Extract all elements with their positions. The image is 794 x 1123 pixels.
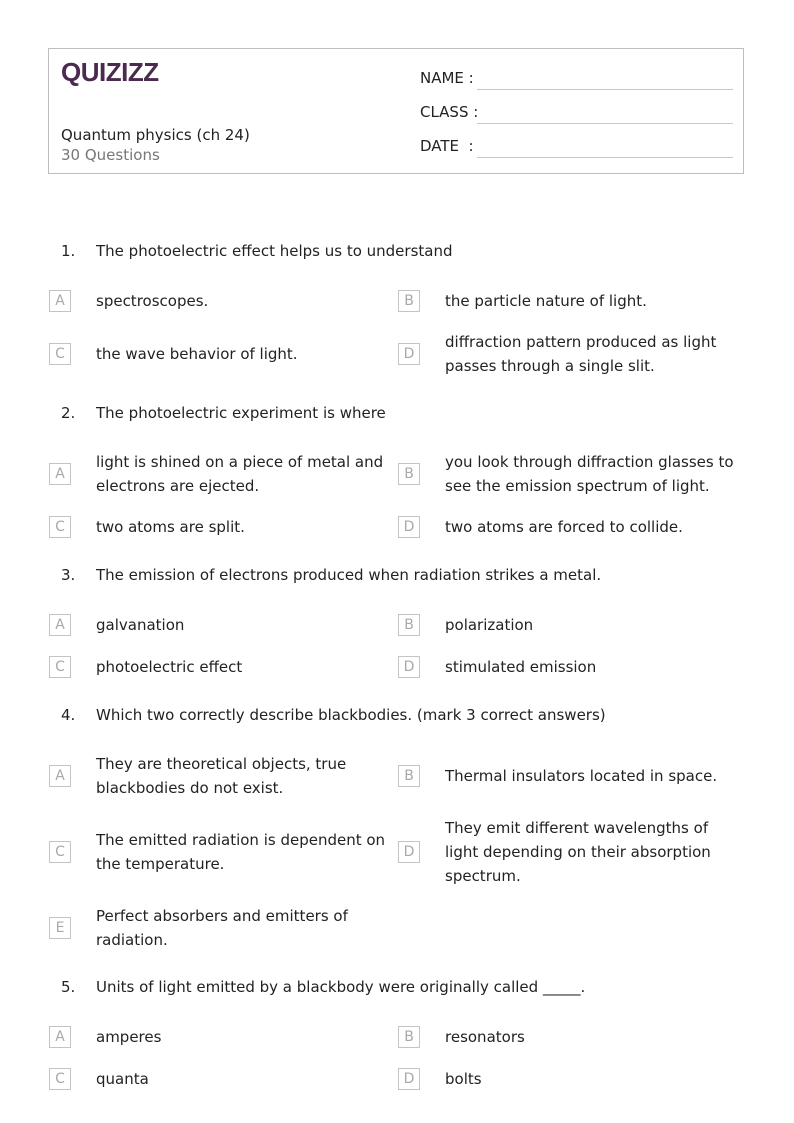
question-number: 1. [61, 242, 76, 260]
option-letter-box[interactable]: A [49, 290, 71, 312]
option-letter-box[interactable]: D [398, 516, 420, 538]
option-text: stimulated emission [445, 658, 597, 676]
option-text: galvanation [96, 616, 185, 634]
option-letter-box[interactable]: A [49, 765, 71, 787]
class-field[interactable] [420, 103, 733, 127]
option-letter-box[interactable]: A [49, 1026, 71, 1048]
class-line[interactable] [477, 123, 733, 124]
option-text: the wave behavior of light. [96, 345, 298, 363]
quizizz-logo: QUIZIZZ [61, 57, 159, 87]
date-field[interactable] [420, 137, 733, 161]
option-letter-box[interactable]: D [398, 841, 420, 863]
option-letter-box[interactable]: B [398, 765, 420, 787]
option-text: the particle nature of light. [445, 292, 647, 310]
option-text: bolts [445, 1070, 482, 1088]
option-text: light is shined on a piece of metal and electrons are ejected. [96, 453, 384, 495]
option-letter-box[interactable]: C [49, 343, 71, 365]
option-letter-box[interactable]: A [49, 463, 71, 485]
option-text: two atoms are forced to collide. [445, 518, 683, 536]
worksheet-title: Quantum physics (ch 24) [61, 126, 250, 144]
question-number: 4. [61, 706, 76, 724]
question-count: 30 Questions [61, 146, 160, 164]
option-text: The emitted radiation is dependent on the temperature. [96, 831, 386, 873]
option-letter-box[interactable]: A [49, 614, 71, 636]
option-letter-box[interactable]: C [49, 841, 71, 863]
option-letter-box[interactable]: C [49, 656, 71, 678]
option-letter-box[interactable]: D [398, 656, 420, 678]
name-line[interactable] [477, 89, 733, 90]
option-text: polarization [445, 616, 534, 634]
date-label: DATE : [420, 137, 474, 155]
option-letter-box[interactable]: D [398, 1068, 420, 1090]
question-text: Units of light emitted by a blackbody were originally called _____. [96, 978, 586, 996]
option-letter-box[interactable]: B [398, 1026, 420, 1048]
name-field[interactable] [420, 69, 733, 93]
question-text: The emission of electrons produced when radiation strikes a metal. [96, 566, 602, 584]
option-text: spectroscopes. [96, 292, 209, 310]
question-number: 2. [61, 404, 76, 422]
option-letter-box[interactable]: E [49, 917, 71, 939]
option-text: quanta [96, 1070, 149, 1088]
option-letter-box[interactable]: B [398, 290, 420, 312]
option-text: Perfect absorbers and emitters of radiation. [96, 907, 348, 949]
option-text: amperes [96, 1028, 162, 1046]
date-line[interactable] [477, 157, 733, 158]
option-text: Thermal insulators located in space. [445, 767, 718, 785]
class-label: CLASS : [420, 103, 479, 121]
option-text: diffraction pattern produced as light passes through a single slit. [445, 333, 717, 375]
option-text: photoelectric effect [96, 658, 243, 676]
question-text: The photoelectric effect helps us to understand [96, 242, 453, 260]
question-text: The photoelectric experiment is where [96, 404, 386, 422]
option-letter-box[interactable]: D [398, 343, 420, 365]
option-letter-box[interactable]: C [49, 1068, 71, 1090]
option-text: two atoms are split. [96, 518, 245, 536]
option-text: They are theoretical objects, true blackbodies do not exist. [96, 755, 347, 797]
option-text: resonators [445, 1028, 525, 1046]
option-letter-box[interactable]: B [398, 614, 420, 636]
option-text: They emit different wavelengths of light depending on their absorption spectrum. [445, 819, 711, 885]
option-letter-box[interactable]: C [49, 516, 71, 538]
worksheet-header [48, 48, 744, 174]
question-number: 3. [61, 566, 76, 584]
question-number: 5. [61, 978, 76, 996]
name-label: NAME : [420, 69, 474, 87]
question-text: Which two correctly describe blackbodies. (mark 3 correct answers) [96, 706, 606, 724]
option-text: you look through diffraction glasses to see the emission spectrum of light. [445, 453, 734, 495]
option-letter-box[interactable]: B [398, 463, 420, 485]
